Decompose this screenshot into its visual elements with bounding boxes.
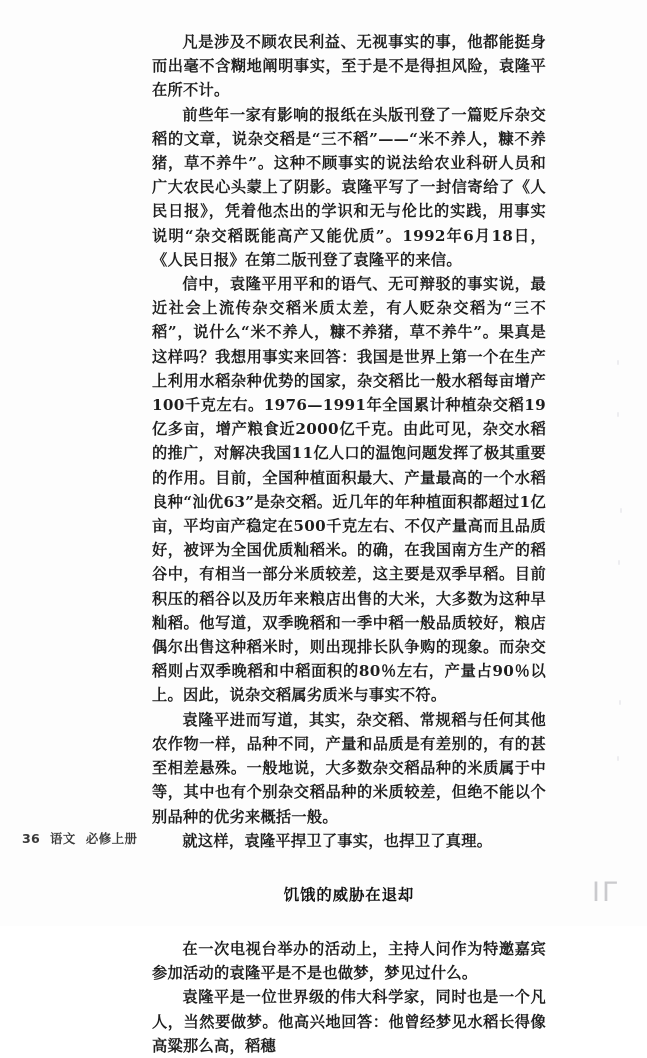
scan-speck: [620, 508, 622, 513]
footer-volume: 必修上册: [85, 831, 138, 846]
scan-speck: [619, 700, 621, 705]
scan-speck: [617, 412, 619, 417]
page-footer: [22, 831, 137, 847]
section-heading: 饥饿的威胁在退却: [283, 885, 415, 904]
scan-speck: [617, 360, 619, 365]
scan-speck: [617, 756, 619, 761]
body-paragraph: 就这样，袁隆平捍卫了事实，也捍卫了真理。: [182, 831, 493, 850]
page-number: 36: [22, 831, 41, 846]
body-paragraph: 在一次电视台举办的活动上，主持人问作为特邀嘉宾参加活动的袁隆平是不是也做梦，梦见过什么。: [152, 939, 546, 983]
scan-speck: [618, 560, 620, 565]
heading-spacer-below: [152, 907, 546, 937]
body-paragraph: 信中，袁隆平用平和的语气、无可辩驳的事实说，最近社会上流传杂交稻米质太差，有人贬杂交稻为“三不稻”，说什么“米不养人，糠不养猪，草不养牛”。果真是这样吗？我想用事实来回答：我国是世界上第一个在生产上利用水稻杂种优势的国家，杂交稻比一般水稻每亩增产100千克左右。1976—1991年全国累计种植杂交稻19亿多亩，增产粮食近2000亿千克。由此可见，杂交水稻的推广，对解决我国11亿人口的温饱问题发挥了极其重要的作用。目前，全国种植面积最大、产量最高的一个水稻良种“汕优63”是杂交稻。近几年的年种植面积都超过1亿亩，平均亩产稳定在500千克左右、不仅产量高而且品质好，被评为全国优质籼稻米。的确，在我国南方生产的稻谷中，有相当一部分米质较差，这主要是双季早稻。目前积压的稻谷以及历年来粮店出售的大米，大多数为这种早籼稻。他写道，双季晚稻和一季中稻一般品质较好，粮店偶尔出售这种稻米时，则出现排长队争购的现象。而杂交稻则占双季晚稻和中稻面积的80％左右，产量占90％以上。因此，说杂交稻属劣质米与事实不符。: [152, 275, 546, 705]
heading-spacer-above: [152, 853, 546, 883]
page-text-column: [152, 30, 546, 1058]
body-paragraph: 袁隆平进而写道，其实，杂交稻、常规稻与任何其他农作物一样，品种不同，产量和品质是有差别的，有的甚至相差悬殊。一般地说，大多数杂交稻品种的米质属于中等，其中也有个别杂交稻品种的米质较差，但绝不能以个别品种的优劣来概括一般。: [152, 710, 546, 826]
body-paragraph: 凡是涉及不顾农民利益、无视事实的事，他都能挺身而出毫不含糊地阐明事实，至于是不是得担风险，袁隆平在所不计。: [152, 33, 546, 100]
body-paragraph: 袁隆平是一位世界级的伟大科学家，同时也是一个凡人，当然要做梦。他高兴地回答：他曾经梦见水稻长得像高粱那么高，稻穗: [152, 988, 546, 1055]
scan-artifact-mark: ΙΓ: [592, 877, 620, 908]
footer-subject: 语文: [50, 831, 76, 846]
body-paragraph: 前些年一家有影响的报纸在头版刊登了一篇贬斥杂交稻的文章，说杂交稻是“三不稻”——“米不养人，糠不养猪，草不养牛”。这种不顾事实的说法给农业科研人员和广大农民心头蒙上了阴影。袁隆平写了一封信寄给了《人民日报》，凭着他杰出的学识和无与伦比的实践，用事实说明“杂交稻既能高产又能优质”。1992年6月18日，《人民日报》在第二版刊登了袁隆平的来信。: [152, 105, 546, 269]
